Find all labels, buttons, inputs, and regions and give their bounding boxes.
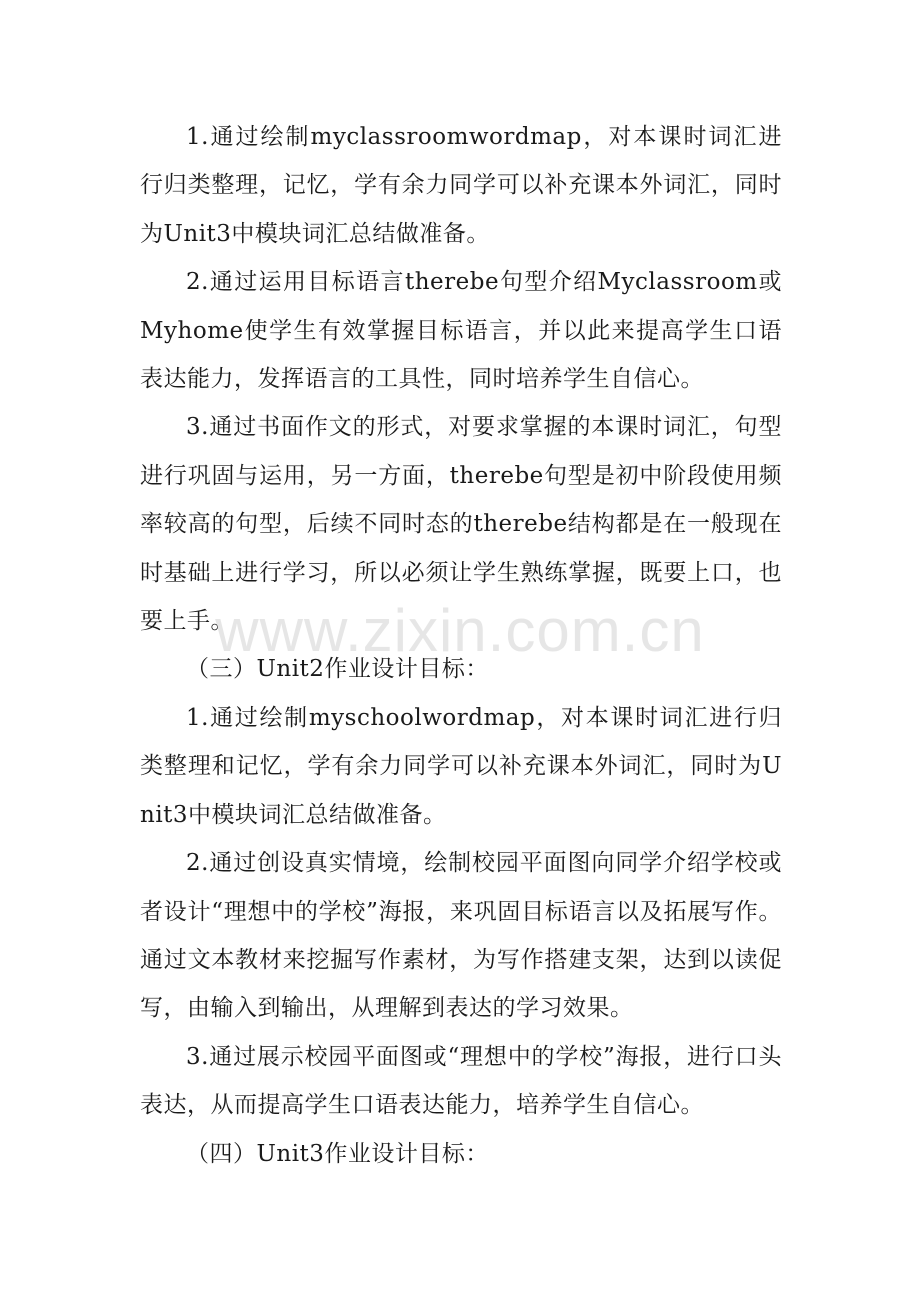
document-body bbox=[140, 113, 782, 1178]
section-heading-unit3: （四）Unit3作业设计目标： bbox=[186, 1140, 489, 1167]
paragraph-unit1-goal-2: 2.通过运用目标语言therebe句型介绍Myclassroom或Myhome使学生有效掌握目标语言，并以此来提高学生口语表达能力，发挥语言的工具性，同时培养学生自信心。 bbox=[140, 269, 782, 393]
section-heading-unit2: （三）Unit2作业设计目标： bbox=[186, 656, 489, 683]
paragraph-unit2-goal-2: 2.通过创设真实情境，绘制校园平面图向同学介绍学校或者设计“理想中的学校”海报，来巩固目标语言以及拓展写作。通过文本教材来挖掘写作素材，为写作搭建支架，达到以读促写，由输入到输出，从理解到表达的学习效果。 bbox=[140, 850, 782, 1022]
watermark-text: www.zixin.com.cn bbox=[215, 597, 705, 664]
paragraph-unit1-goal-3: 3.通过书面作文的形式，对要求掌握的本课时词汇，句型进行巩固与运用，另一方面，therebe句型是初中阶段使用频率较高的句型，后续不同时态的therebe结构都是在一般现在时基础上进行学习，所以必须让学生熟练掌握，既要上口，也要上手。 bbox=[140, 414, 782, 635]
paragraph-unit2-goal-1: 1.通过绘制myschoolwordmap，对本课时词汇进行归类整理和记忆，学有余力同学可以补充课本外词汇，同时为Unit3中模块词汇总结做准备。 bbox=[140, 704, 782, 828]
paragraph-unit2-goal-3: 3.通过展示校园平面图或“理想中的学校”海报，进行口头表达，从而提高学生口语表达能力，培养学生自信心。 bbox=[140, 1043, 782, 1119]
paragraph-unit1-goal-1: 1.通过绘制myclassroomwordmap，对本课时词汇进行归类整理，记忆，学有余力同学可以补充课本外词汇，同时为Unit3中模块词汇总结做准备。 bbox=[140, 124, 782, 247]
